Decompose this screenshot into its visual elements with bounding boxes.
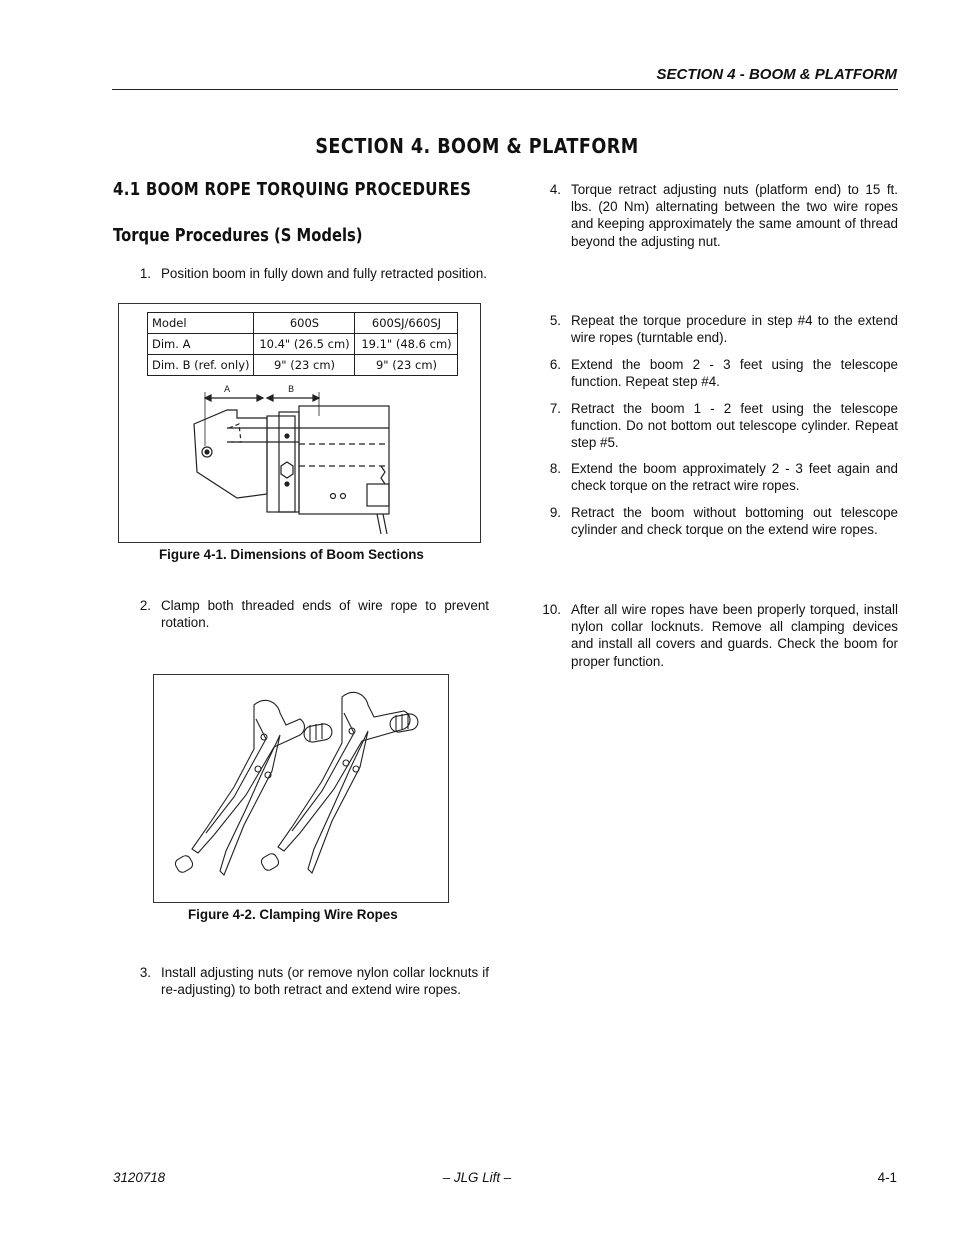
step-text: Extend the boom approximately 2 - 3 feet again and check torque on the retract wire ropes. <box>571 461 898 494</box>
table-cell: 9" (23 cm) <box>254 355 355 376</box>
table-cell: Dim. B (ref. only) <box>148 355 254 376</box>
step-number: 9. <box>549 505 561 520</box>
page-number: 4-1 <box>877 1170 897 1185</box>
step-number: 8. <box>549 461 561 476</box>
figure-boom-dimensions <box>118 303 481 543</box>
table-row <box>148 355 458 376</box>
step-5 <box>535 312 898 348</box>
footer-center: – JLG Lift – <box>442 1170 512 1185</box>
table-cell: 19.1" (48.6 cm) <box>355 334 458 355</box>
step-1 <box>125 265 489 301</box>
step-number: 2. <box>139 598 151 613</box>
header-rule <box>112 89 898 90</box>
step-text: Install adjusting nuts (or remove nylon collar locknuts if re-adjusting) to both retract and extend wire ropes. <box>161 965 489 998</box>
pliers-1 <box>174 700 334 875</box>
table-row <box>148 334 458 355</box>
table-cell: Model <box>148 313 254 334</box>
step-8 <box>535 460 898 496</box>
locking-pliers-drawing <box>154 675 448 902</box>
step-text: Extend the boom 2 - 3 feet using the telescope function. Repeat step #4. <box>571 357 898 390</box>
label-a: A <box>224 385 231 395</box>
step-text: After all wire ropes have been properly torqued, install nylon collar locknuts. Remove all clamping devices and install all covers and guards. Check the boom for proper function. <box>571 602 898 669</box>
step-number: 10. <box>542 602 561 617</box>
table-cell: 9" (23 cm) <box>355 355 458 376</box>
step-number: 6. <box>549 357 561 372</box>
step-number: 5. <box>549 313 561 328</box>
step-9 <box>535 504 898 540</box>
step-2 <box>125 597 489 633</box>
step-6 <box>535 356 898 392</box>
step-4 <box>535 181 898 251</box>
table-cell: 10.4" (26.5 cm) <box>254 334 355 355</box>
step-number: 7. <box>549 401 561 416</box>
subsection-heading: Torque Procedures (S Models) <box>113 225 363 246</box>
step-text: Retract the boom without bottoming out telescope cylinder and check torque on the extend wire ropes. <box>571 505 898 538</box>
step-number: 4. <box>549 182 561 197</box>
step-text: Torque retract adjusting nuts (platform end) to 15 ft. lbs. (20 Nm) alternating between the two wire ropes and keeping approximately the same amount of thread beyond the adjusting nut. <box>571 182 898 249</box>
label-b: B <box>288 385 295 395</box>
figure-1-caption: Figure 4-1. Dimensions of Boom Sections <box>159 547 424 562</box>
figure-2-caption: Figure 4-2. Clamping Wire Ropes <box>188 907 398 922</box>
page-title: SECTION 4. BOOM & PLATFORM <box>315 134 639 158</box>
table-cell: Dim. A <box>148 334 254 355</box>
step-10 <box>535 601 898 671</box>
step-text: Retract the boom 1 - 2 feet using the telescope function. Do not bottom out telescope cylinder. Repeat step #5. <box>571 401 898 451</box>
running-header: SECTION 4 - BOOM & PLATFORM <box>656 66 897 83</box>
step-3 <box>125 964 489 1018</box>
figure-clamping-wire-ropes <box>153 674 449 903</box>
step-text: Position boom in fully down and fully retracted position. <box>161 266 488 281</box>
step-text: Repeat the torque procedure in step #4 to the extend wire ropes (turntable end). <box>571 313 898 346</box>
step-number: 1. <box>139 266 151 281</box>
table-cell: 600SJ/660SJ <box>355 313 458 334</box>
boom-sections-drawing <box>119 376 480 541</box>
dimensions-table <box>147 312 458 376</box>
doc-number: 3120718 <box>113 1170 166 1185</box>
step-number: 3. <box>139 965 151 980</box>
step-7 <box>535 400 898 454</box>
table-row <box>148 313 458 334</box>
step-text: Clamp both threaded ends of wire rope to prevent rotation. <box>161 598 489 631</box>
table-cell: 600S <box>254 313 355 334</box>
section-heading: 4.1 BOOM ROPE TORQUING PROCEDURES <box>113 180 472 200</box>
